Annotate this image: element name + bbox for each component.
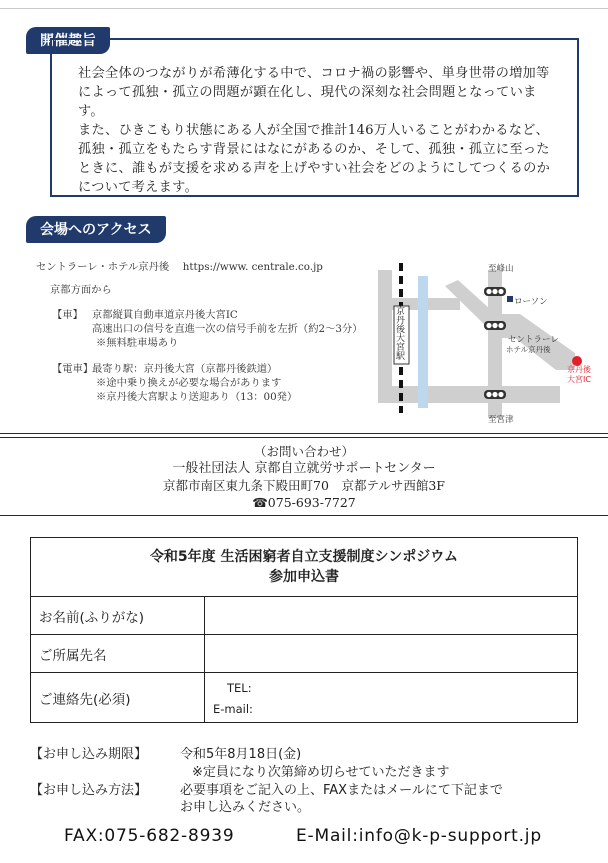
deadline-label: 【お申し込み期限】 [30,747,148,762]
divider-lower [0,515,608,516]
map-label-minesyama: 至峰山 [488,264,514,274]
car-line-1: 京都縦貫自動車道京丹後大宮IC [92,309,238,321]
form-row-organization[interactable] [31,635,577,673]
contact-address: 京都市南区東九条下殿田町70 京都テルサ西館3F [163,478,445,493]
method-label: 【お申し込み方法】 [30,783,148,798]
tel-label: TEL: [227,681,252,695]
organization-label: ご所属先名 [31,635,205,672]
venue-name: セントラーレ・ホテル京丹後 https://www. centrale.co.jp [36,261,323,273]
map-label-ic-1: 京丹後 [567,365,591,374]
map-road-lower [378,386,560,403]
form-title-line-2: 参加申込書 [269,569,339,585]
traffic-light-icon [484,287,506,296]
method-line-1: 必要事項をご記入の上、FAXまたはメールにて下記まで [180,783,503,798]
method-line-2: お申し込みください。 [180,800,311,815]
contact-org: 一般社団法人 京都自立就労サポートセンター [172,461,436,476]
map-label-lawson: ローソン [514,297,548,307]
divider-upper-1 [0,433,608,434]
map-label-hotel-1: セントラーレ [508,335,559,345]
deadline-value: 令和5年8月18日(金) [180,747,302,762]
train-line-3: ※京丹後大宮駅より送迎あり（13：00発） [96,391,298,403]
purpose-text [78,64,558,197]
purpose-paragraph-2: また、ひきこもり状態にある人が全国で推計146万人いることがわかるなど、孤独・孤立をもたらす背景にはなにがあるのか、そして、孤独・孤立に至ったときに、誰もが支援を求める声を上げやすい社会をどのようにしてつくるのかについて考えます。 [78,123,551,195]
access-map [370,258,600,428]
car-line-3: ※無料駐車場あり [96,337,179,349]
divider-upper-2 [0,437,608,438]
map-label-hotel-2: ホテル京丹後 [506,345,551,354]
car-label: 【車】 [52,309,83,321]
map-label-miyazu: 至宮津 [488,415,514,425]
form-title-line-1: 令和5年度 生活困窮者自立支援制度シンポジウム [149,549,459,565]
fax-number: FAX:075-682-8939 [64,826,235,846]
map-label-ic [567,365,591,385]
train-label: 【電車】 [52,363,94,375]
contact-label: ご連絡先(必須) [31,673,205,722]
map-label-ic-2: 大宮IC [567,375,591,384]
map-river [418,276,428,408]
contact-phone: ☎075-693-7727 [252,495,356,510]
application-form [30,537,578,723]
form-row-name[interactable] [31,597,577,635]
purpose-paragraph-1: 社会全体のつながりが希薄化する中で、コロナ禍の影響や、単身世帯の増加等によって孤独・孤立の問題が顕在化し、現代の深刻な社会問題となっています。 [78,66,550,119]
email-address[interactable]: E-Mail:info@k-p-support.jp [296,826,542,846]
form-title [31,538,577,597]
email-label: E-mail: [213,702,253,716]
section-heading-access: 会場へのアクセス [26,216,166,243]
traffic-light-icon [484,390,506,399]
contact-title: （お問い合わせ） [253,444,354,459]
train-line-2: ※途中乗り換えが必要な場合があります [96,377,282,389]
form-row-contact[interactable] [31,673,577,722]
traffic-light-icon [484,321,506,330]
deadline-note: ※定員になり次第締め切らせていただきます [192,765,450,780]
section-heading-purpose: 開催趣旨 [26,27,110,54]
car-line-2: 高速出口の信号を直進一次の信号手前を左折（約2～3分） [92,323,363,335]
train-line-1: 最寄り駅：京丹後大宮（京都丹後鉄道） [92,363,278,375]
map-road-west [378,270,392,393]
from-kyoto-label: 京都方面から [50,284,112,296]
top-divider [0,8,608,9]
convenience-store-icon [507,296,513,302]
map-station-label: 京丹後大宮駅 [394,306,404,360]
name-label: お名前(ふりがな) [31,597,205,634]
